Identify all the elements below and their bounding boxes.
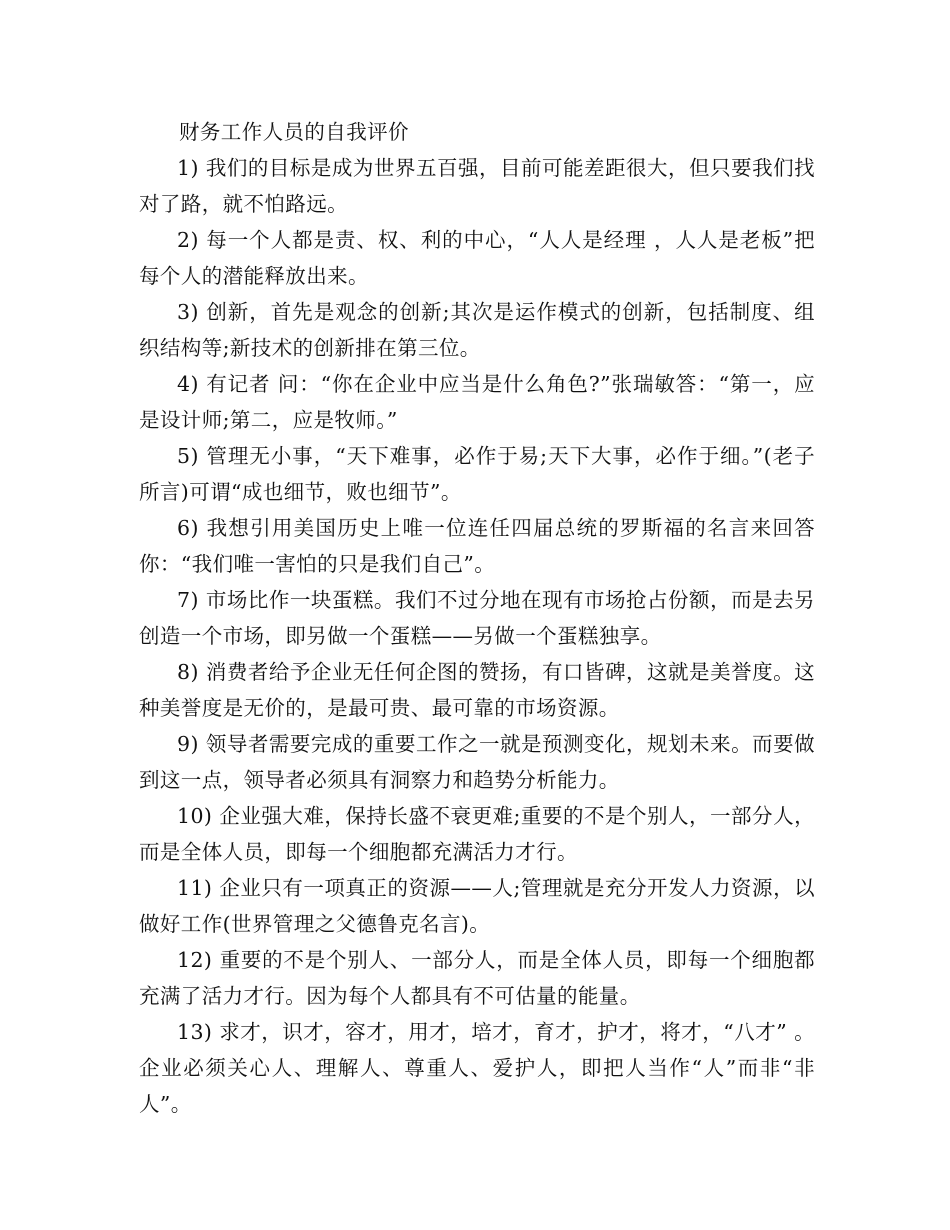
- paragraph-2: 2) 每一个人都是责、权、利的中心，“人人是经理 ，人人是老板”把每个人的潜能释放出来。: [139, 228, 815, 288]
- paragraph-9: 9) 领导者需要完成的重要工作之一就是预测变化，规划未来。而要做到这一点，领导者必须具有洞察力和趋势分析能力。: [139, 732, 815, 792]
- paragraph-4: 4) 有记者 问：“你在企业中应当是什么角色?”张瑞敏答：“第一，应是设计师;第二，应是牧师。”: [139, 372, 815, 432]
- paragraph-3: 3) 创新，首先是观念的创新;其次是运作模式的创新，包括制度、组织结构等;新技术的创新排在第三位。: [139, 300, 815, 360]
- paragraph-5: 5) 管理无小事，“天下难事，必作于易;天下大事，必作于细。”(老子所言)可谓“成也细节，败也细节”。: [139, 444, 815, 504]
- paragraph-7: 7) 市场比作一块蛋糕。我们不过分地在现有市场抢占份额，而是去另创造一个市场，即另做一个蛋糕——另做一个蛋糕独享。: [139, 588, 815, 648]
- paragraph-12: 12) 重要的不是个别人、一部分人，而是全体人员，即每一个细胞都充满了活力才行。因为每个人都具有不可估量的能量。: [139, 948, 815, 1008]
- document-page: [139, 110, 815, 1122]
- paragraph-6: 6) 我想引用美国历史上唯一位连任四届总统的罗斯福的名言来回答你：“我们唯一害怕的只是我们自己”。: [139, 516, 815, 576]
- paragraph-1: 1) 我们的目标是成为世界五百强，目前可能差距很大，但只要我们找对了路，就不怕路远。: [139, 156, 815, 216]
- paragraph-13: 13) 求才，识才，容才，用才，培才，育才，护才，将才，“八才” 。企业必须关心人、理解人、尊重人、爱护人，即把人当作“人”而非“非人”。: [139, 1020, 815, 1116]
- document-title: 财务工作人员的自我评价: [179, 120, 409, 144]
- paragraph-10: 10) 企业强大难，保持长盛不衰更难;重要的不是个别人，一部分人，而是全体人员，即每一个细胞都充满活力才行。: [139, 804, 815, 864]
- paragraph-8: 8) 消费者给予企业无任何企图的赞扬，有口皆碑，这就是美誉度。这种美誉度是无价的，是最可贵、最可靠的市场资源。: [139, 660, 815, 720]
- paragraph-11: 11) 企业只有一项真正的资源——人;管理就是充分开发人力资源，以做好工作(世界管理之父德鲁克名言)。: [139, 876, 815, 936]
